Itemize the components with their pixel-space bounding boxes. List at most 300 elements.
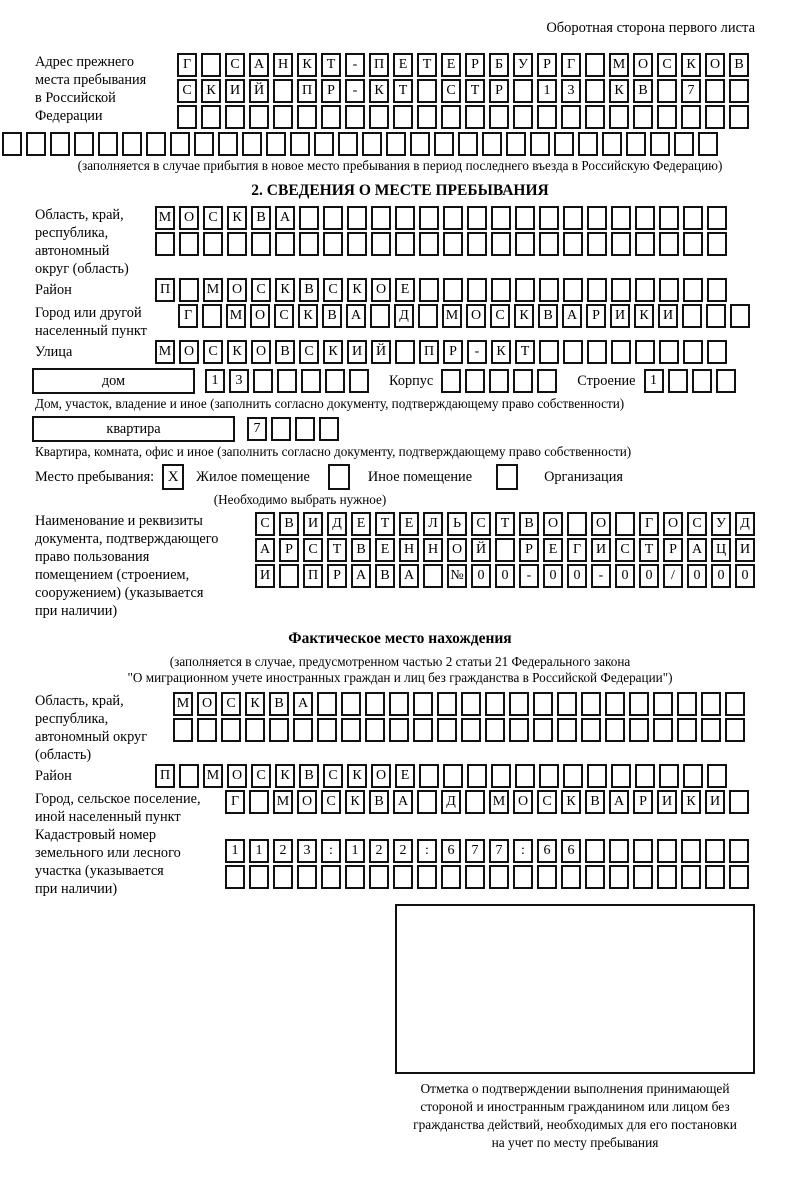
char-cell: А (393, 790, 413, 814)
char-cell (683, 340, 703, 364)
char-cell (578, 132, 598, 156)
char-cell: Н (273, 53, 293, 77)
char-cell (467, 278, 487, 302)
char-cell (611, 278, 631, 302)
char-cell (225, 865, 245, 889)
char-cell (539, 232, 559, 256)
char-cell (683, 232, 703, 256)
label-line: (область) (35, 747, 92, 763)
char-cell: С (323, 764, 343, 788)
char-cell (419, 764, 439, 788)
char-cell: Д (441, 790, 461, 814)
char-cell: - (345, 79, 365, 103)
char-cell: М (173, 692, 193, 716)
char-cell: Й (471, 538, 491, 562)
label-line: на учет по месту пребывания (491, 1135, 659, 1150)
label-line: земельного или лесного (35, 845, 181, 861)
char-cell: 1 (537, 79, 557, 103)
char-cell: 6 (537, 839, 557, 863)
char-cell (537, 369, 557, 393)
char-cell: С (177, 79, 197, 103)
char-cell (242, 132, 262, 156)
char-cell (323, 232, 343, 256)
char-cell (458, 132, 478, 156)
char-cell: Е (441, 53, 461, 77)
char-cell (249, 790, 269, 814)
char-cell: 7 (247, 417, 267, 441)
char-cell (2, 132, 22, 156)
char-cell: Е (395, 278, 415, 302)
char-cell: Р (489, 79, 509, 103)
ownership-doc-row-3 (255, 564, 759, 588)
char-cell: М (155, 206, 175, 230)
char-cell (489, 369, 509, 393)
char-cell (365, 718, 385, 742)
char-cell: М (489, 790, 509, 814)
char-cell: Г (177, 53, 197, 77)
char-cell (467, 764, 487, 788)
char-cell: Ь (447, 512, 467, 536)
char-cell (682, 304, 702, 328)
oblast-row-2 (155, 232, 731, 256)
char-cell (585, 53, 605, 77)
char-cell: Л (423, 512, 443, 536)
char-cell (563, 206, 583, 230)
char-cell (389, 692, 409, 716)
char-cell (657, 839, 677, 863)
char-cell: О (179, 340, 199, 364)
char-cell: П (303, 564, 323, 588)
char-cell (605, 692, 625, 716)
char-cell: А (346, 304, 366, 328)
stay-type-row (0, 464, 800, 490)
char-cell: 0 (543, 564, 563, 588)
label-line: Город, сельское поселение, (35, 791, 201, 807)
char-cell (418, 304, 438, 328)
char-cell (681, 865, 701, 889)
char-cell: 0 (495, 564, 515, 588)
actual-raion-label: Район (35, 768, 72, 784)
actual-gorod-label (0, 790, 225, 826)
char-cell (419, 278, 439, 302)
char-cell (657, 79, 677, 103)
char-cell (585, 865, 605, 889)
char-cell (314, 132, 334, 156)
char-cell (659, 278, 679, 302)
char-cell (563, 340, 583, 364)
char-cell (729, 865, 749, 889)
char-cell (202, 304, 222, 328)
char-cell: К (347, 278, 367, 302)
char-cell (515, 764, 535, 788)
actual-location-caption (0, 654, 800, 686)
char-cell: А (609, 790, 629, 814)
label-line: в Российской (35, 90, 116, 106)
cadastral-label (0, 826, 225, 898)
actual-gorod-row (225, 790, 753, 814)
char-cell (509, 718, 529, 742)
char-cell (729, 839, 749, 863)
char-cell (581, 692, 601, 716)
char-cell: О (447, 538, 467, 562)
char-cell: В (299, 278, 319, 302)
checkbox-other-premises (328, 464, 350, 490)
char-cell (585, 839, 605, 863)
apartment-caption: Квартира, комната, офис и иное (заполнить согласно документу, подтверждающему право собственности) (35, 444, 632, 459)
char-cell (26, 132, 46, 156)
char-cell (177, 105, 197, 129)
char-cell: К (227, 340, 247, 364)
char-cell (297, 105, 317, 129)
char-cell (539, 206, 559, 230)
char-cell (506, 132, 526, 156)
char-cell (539, 340, 559, 364)
prev-address-block (0, 53, 800, 131)
char-cell: / (663, 564, 683, 588)
char-cell: О (227, 764, 247, 788)
char-cell: Т (321, 53, 341, 77)
char-cell: В (519, 512, 539, 536)
char-cell: : (321, 839, 341, 863)
char-cell (443, 278, 463, 302)
char-cell: С (615, 538, 635, 562)
char-cell: 0 (687, 564, 707, 588)
char-cell: О (371, 278, 391, 302)
char-cell (659, 206, 679, 230)
char-cell: - (467, 340, 487, 364)
char-cell (194, 132, 214, 156)
char-cell: К (634, 304, 654, 328)
char-cell (395, 206, 415, 230)
char-cell (537, 105, 557, 129)
char-cell: В (351, 538, 371, 562)
char-cell (635, 764, 655, 788)
char-cell: Д (327, 512, 347, 536)
char-cell: 2 (369, 839, 389, 863)
label-line: при наличии) (35, 881, 118, 897)
ownership-doc-label (0, 512, 255, 620)
apartment-number-cells (247, 417, 343, 441)
char-cell (465, 105, 485, 129)
char-cell (657, 105, 677, 129)
char-cell: С (490, 304, 510, 328)
char-cell (539, 278, 559, 302)
actual-gorod-block (0, 790, 800, 826)
char-cell (299, 232, 319, 256)
char-cell: С (537, 790, 557, 814)
checkbox-organization (496, 464, 518, 490)
char-cell: С (221, 692, 241, 716)
char-cell (74, 132, 94, 156)
char-cell: В (275, 340, 295, 364)
char-cell: Г (561, 53, 581, 77)
actual-oblast-label (0, 692, 173, 764)
char-cell: 7 (465, 839, 485, 863)
char-cell (465, 865, 485, 889)
char-cell (659, 232, 679, 256)
char-cell: Р (279, 538, 299, 562)
stamp-caption (385, 1080, 765, 1152)
char-cell: Т (515, 340, 535, 364)
house-row (0, 368, 800, 394)
char-cell (509, 692, 529, 716)
label-line: автономный (35, 243, 110, 259)
char-cell (635, 232, 655, 256)
char-cell (299, 206, 319, 230)
char-cell (530, 132, 550, 156)
char-cell (249, 105, 269, 129)
char-cell (482, 132, 502, 156)
char-cell (279, 564, 299, 588)
char-cell: Т (495, 512, 515, 536)
char-cell (707, 278, 727, 302)
char-cell (587, 764, 607, 788)
actual-oblast-row-2 (173, 718, 749, 742)
char-cell: А (293, 692, 313, 716)
label-line: иной населенный пункт (35, 809, 181, 825)
char-cell: П (419, 340, 439, 364)
char-cell: Г (567, 538, 587, 562)
char-cell: : (513, 839, 533, 863)
char-cell: 1 (249, 839, 269, 863)
apartment-row (0, 416, 800, 442)
ownership-doc-row-1 (255, 512, 759, 536)
char-cell: Г (225, 790, 245, 814)
char-cell: Е (393, 53, 413, 77)
char-cell (587, 278, 607, 302)
confirmation-stamp-box (395, 904, 755, 1074)
char-cell (513, 105, 533, 129)
char-cell (197, 718, 217, 742)
house-type-box: дом (32, 368, 195, 394)
char-cell: 1 (225, 839, 245, 863)
char-cell (370, 304, 390, 328)
char-cell (275, 232, 295, 256)
char-cell (513, 369, 533, 393)
char-cell (321, 105, 341, 129)
char-cell: М (203, 278, 223, 302)
ownership-doc-block (0, 512, 800, 620)
char-cell: К (491, 340, 511, 364)
char-cell (443, 232, 463, 256)
char-cell: К (681, 790, 701, 814)
label-line: документа, подтверждающего (35, 531, 219, 547)
char-cell: К (514, 304, 534, 328)
char-cell (729, 105, 749, 129)
char-cell: П (297, 79, 317, 103)
char-cell (707, 764, 727, 788)
korpus-cells (441, 369, 561, 393)
label-line: Город или другой (35, 305, 142, 321)
char-cell: Г (639, 512, 659, 536)
char-cell: Р (586, 304, 606, 328)
apartment-type-box: квартира (32, 416, 235, 442)
char-cell: О (591, 512, 611, 536)
gorod-label (0, 304, 178, 340)
char-cell (179, 764, 199, 788)
char-cell (301, 369, 321, 393)
char-cell: П (155, 278, 175, 302)
oblast-row-1 (155, 206, 731, 230)
label-line: места пребывания (35, 72, 147, 88)
label-line: право пользования (35, 549, 150, 565)
char-cell: Р (663, 538, 683, 562)
char-cell: 3 (297, 839, 317, 863)
char-cell (297, 865, 317, 889)
char-cell (338, 132, 358, 156)
cadastral-block (0, 826, 800, 898)
char-cell (443, 206, 463, 230)
char-cell: Ц (711, 538, 731, 562)
char-cell (725, 692, 745, 716)
char-cell (98, 132, 118, 156)
char-cell: М (226, 304, 246, 328)
stay-type-note: (Необходимо выбрать нужное) (213, 492, 387, 507)
char-cell (611, 232, 631, 256)
char-cell: С (471, 512, 491, 536)
char-cell (587, 206, 607, 230)
char-cell: С (203, 340, 223, 364)
char-cell (465, 369, 485, 393)
char-cell (389, 718, 409, 742)
char-cell: Д (394, 304, 414, 328)
char-cell (611, 764, 631, 788)
char-cell (581, 718, 601, 742)
char-cell (386, 132, 406, 156)
char-cell (491, 278, 511, 302)
char-cell: М (155, 340, 175, 364)
char-cell (347, 206, 367, 230)
char-cell (705, 105, 725, 129)
char-cell (635, 340, 655, 364)
char-cell (674, 132, 694, 156)
char-cell (413, 692, 433, 716)
label-line: республика, (35, 225, 109, 241)
section2-title: 2. СВЕДЕНИЯ О МЕСТЕ ПРЕБЫВАНИЯ (251, 182, 549, 199)
char-cell (317, 718, 337, 742)
label-line: стороной и иностранным гражданином или лицом без (420, 1099, 730, 1114)
prev-address-grid (177, 53, 753, 131)
char-cell: Р (443, 340, 463, 364)
char-cell: И (591, 538, 611, 562)
stroenie-cells (644, 369, 740, 393)
char-cell (393, 865, 413, 889)
char-cell: К (609, 79, 629, 103)
char-cell: И (610, 304, 630, 328)
char-cell (515, 206, 535, 230)
char-cell (395, 232, 415, 256)
char-cell: К (275, 278, 295, 302)
raion-block (0, 278, 800, 304)
char-cell (489, 865, 509, 889)
char-cell: О (227, 278, 247, 302)
char-cell: Т (639, 538, 659, 562)
char-cell: Т (375, 512, 395, 536)
house-number-cells (205, 369, 373, 393)
char-cell (146, 132, 166, 156)
label-line: округ (область) (35, 261, 129, 277)
char-cell: О (297, 790, 317, 814)
char-cell: Е (395, 764, 415, 788)
char-cell: № (447, 564, 467, 588)
char-cell (705, 839, 725, 863)
char-cell (602, 132, 622, 156)
char-cell (441, 865, 461, 889)
char-cell (253, 369, 273, 393)
char-cell: М (609, 53, 629, 77)
char-cell: Й (249, 79, 269, 103)
ownership-doc-row-2 (255, 538, 759, 562)
char-cell: Г (178, 304, 198, 328)
char-cell: О (179, 206, 199, 230)
char-cell (563, 764, 583, 788)
label-line: автономный округ (35, 729, 148, 745)
char-cell: И (705, 790, 725, 814)
char-cell: 6 (561, 839, 581, 863)
char-cell: С (657, 53, 677, 77)
char-cell: Е (375, 538, 395, 562)
char-cell (170, 132, 190, 156)
char-cell (225, 105, 245, 129)
char-cell (633, 105, 653, 129)
char-cell (681, 105, 701, 129)
char-cell (609, 865, 629, 889)
label-line: республика, (35, 711, 109, 727)
char-cell: 3 (229, 369, 249, 393)
char-cell (657, 865, 677, 889)
char-cell (495, 538, 515, 562)
char-cell: Т (327, 538, 347, 562)
char-cell: И (347, 340, 367, 364)
char-cell (629, 718, 649, 742)
label-line: Адрес прежнего (35, 54, 135, 70)
char-cell: В (279, 512, 299, 536)
char-cell: О (197, 692, 217, 716)
char-cell: С (687, 512, 707, 536)
char-cell: О (466, 304, 486, 328)
char-cell: 2 (393, 839, 413, 863)
other-premises-label: Иное помещение (367, 468, 473, 485)
char-cell: С (274, 304, 294, 328)
char-cell: П (155, 764, 175, 788)
char-cell: 7 (681, 79, 701, 103)
char-cell: О (371, 764, 391, 788)
char-cell: И (735, 538, 755, 562)
char-cell (567, 512, 587, 536)
ownership-doc-grid (255, 512, 759, 590)
char-cell (362, 132, 382, 156)
cadastral-row-2 (225, 865, 753, 889)
char-cell (325, 369, 345, 393)
char-cell (173, 718, 193, 742)
char-cell (609, 839, 629, 863)
char-cell (587, 340, 607, 364)
char-cell (705, 79, 725, 103)
char-cell (539, 764, 559, 788)
char-cell (245, 718, 265, 742)
prev-address-row-1 (177, 53, 753, 77)
char-cell (533, 692, 553, 716)
label-line: Федерации (35, 108, 103, 124)
char-cell: П (369, 53, 389, 77)
char-cell (395, 340, 415, 364)
char-cell (701, 692, 721, 716)
char-cell (251, 232, 271, 256)
char-cell: О (705, 53, 725, 77)
actual-location-title: Фактическое место нахождения (288, 630, 512, 647)
char-cell (659, 764, 679, 788)
char-cell: А (275, 206, 295, 230)
